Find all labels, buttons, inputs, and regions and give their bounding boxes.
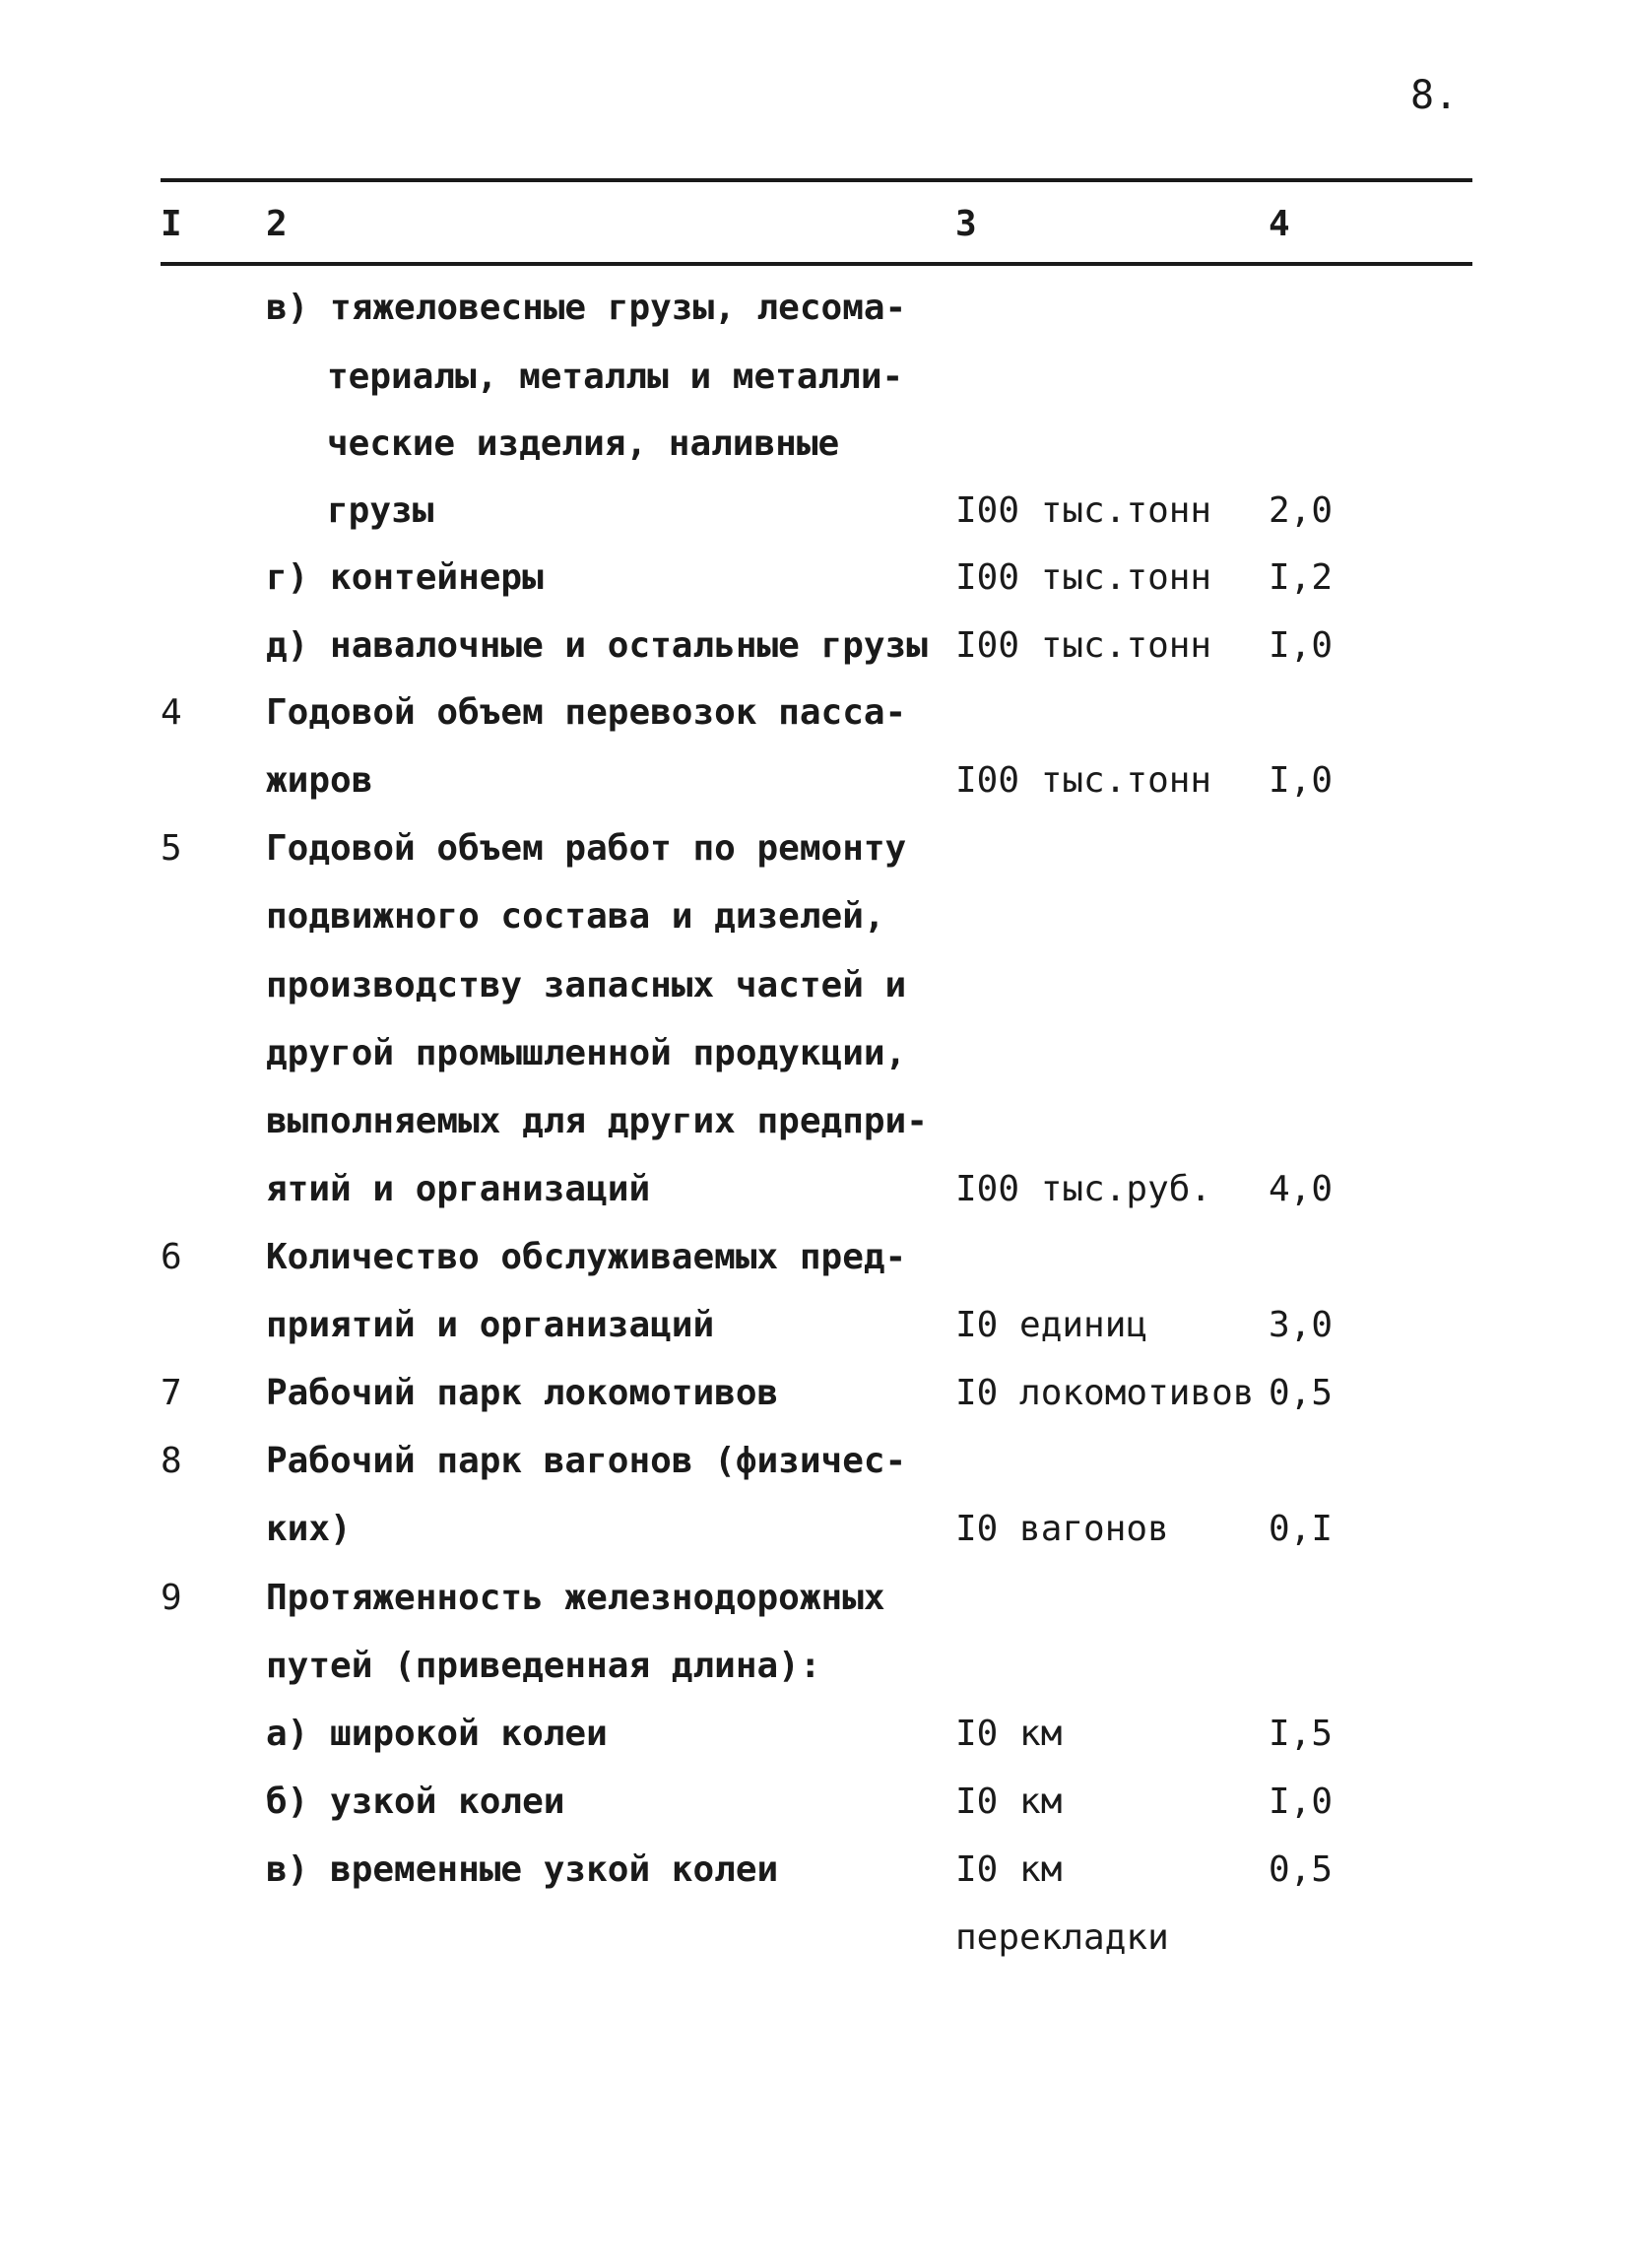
row-description: жиров (266, 760, 373, 801)
header-col-3: 3 (955, 204, 977, 244)
row-description: б) узкой колеи (266, 1782, 565, 1822)
row-number: 7 (161, 1373, 182, 1413)
row-description: Рабочий парк локомотивов (266, 1373, 779, 1413)
row-description: ческие изделия, наливные (327, 423, 840, 464)
row-description: производству запасных частей и (266, 965, 907, 1005)
row-description: приятий и организаций (266, 1305, 715, 1345)
row-description: ятий и организаций (266, 1169, 651, 1209)
table-row (0, 1917, 1629, 1976)
row-description: путей (приведенная длина): (266, 1646, 821, 1686)
row-description: грузы (327, 490, 434, 531)
header-col-2: 2 (266, 204, 288, 244)
row-description: Годовой объем перевозок пасса- (266, 692, 907, 733)
row-number: 4 (161, 692, 182, 733)
table-top-rule (161, 178, 1472, 182)
table-row (0, 1646, 1629, 1705)
row-description: а) широкой колеи (266, 1714, 608, 1754)
table-row (0, 1509, 1629, 1568)
row-value: 2,0 (1269, 490, 1334, 531)
row-description: д) навалочные и остальные грузы (266, 625, 928, 666)
table-row (0, 1714, 1629, 1773)
row-unit: I0 локомотивов (955, 1373, 1255, 1413)
row-value: I,2 (1269, 557, 1334, 598)
table-row (0, 1169, 1629, 1228)
row-number: 5 (161, 828, 182, 869)
row-number: 8 (161, 1441, 182, 1481)
row-description: ких) (266, 1509, 352, 1549)
table-row (0, 490, 1629, 550)
table-row (0, 356, 1629, 416)
row-number: 9 (161, 1578, 182, 1618)
table-row (0, 965, 1629, 1024)
row-value: I,5 (1269, 1714, 1334, 1754)
row-unit: I0 км (955, 1782, 1063, 1822)
row-description: в) тяжеловесные грузы, лесома- (266, 288, 907, 328)
row-description: выполняемых для других предпри- (266, 1101, 928, 1141)
row-description: г) контейнеры (266, 557, 544, 598)
table-row (0, 1578, 1629, 1637)
table-row (0, 896, 1629, 955)
table-row (0, 1033, 1629, 1092)
row-unit: I0 единиц (955, 1305, 1148, 1345)
row-description: Количество обслуживаемых пред- (266, 1237, 907, 1277)
table-row (0, 1305, 1629, 1364)
table-row (0, 288, 1629, 347)
row-value: 0,I (1269, 1509, 1334, 1549)
table-row (0, 1782, 1629, 1841)
table-row (0, 1101, 1629, 1160)
row-description: другой промышленной продукции, (266, 1033, 907, 1073)
row-description: Годовой объем работ по ремонту (266, 828, 907, 869)
row-description: в) временные узкой колеи (266, 1849, 779, 1890)
row-unit: I0 вагонов (955, 1509, 1169, 1549)
row-number: 6 (161, 1237, 182, 1277)
row-value: 0,5 (1269, 1849, 1334, 1890)
row-description: Протяженность железнодорожных (266, 1578, 885, 1618)
row-unit: I00 тыс.тонн (955, 760, 1212, 801)
table-row (0, 1849, 1629, 1909)
row-unit: I00 тыс.тонн (955, 490, 1212, 531)
row-unit: I00 тыс.тонн (955, 557, 1212, 598)
table-row (0, 1441, 1629, 1500)
header-col-4: 4 (1269, 204, 1290, 244)
row-description: териалы, металлы и металли- (327, 356, 904, 397)
header-col-1: I (161, 204, 182, 244)
row-unit: I00 тыс.тонн (955, 625, 1212, 666)
row-value: 4,0 (1269, 1169, 1334, 1209)
row-unit: перекладки (955, 1917, 1169, 1958)
row-value: I,0 (1269, 625, 1334, 666)
table-row (0, 828, 1629, 887)
table-row (0, 625, 1629, 684)
row-value: I,0 (1269, 760, 1334, 801)
table-row (0, 1373, 1629, 1432)
table-row (0, 692, 1629, 751)
table-row (0, 423, 1629, 483)
row-description: Рабочий парк вагонов (физичес- (266, 1441, 907, 1481)
row-value: 3,0 (1269, 1305, 1334, 1345)
table-row (0, 557, 1629, 616)
table-row (0, 760, 1629, 819)
row-unit: I0 км (955, 1714, 1063, 1754)
row-value: I,0 (1269, 1782, 1334, 1822)
row-value: 0,5 (1269, 1373, 1334, 1413)
table-header-rule (161, 262, 1472, 266)
row-unit: I00 тыс.руб. (955, 1169, 1212, 1209)
page-number: 8. (1410, 73, 1459, 118)
row-description: подвижного состава и дизелей, (266, 896, 885, 937)
table-row (0, 1237, 1629, 1296)
row-unit: I0 км (955, 1849, 1063, 1890)
